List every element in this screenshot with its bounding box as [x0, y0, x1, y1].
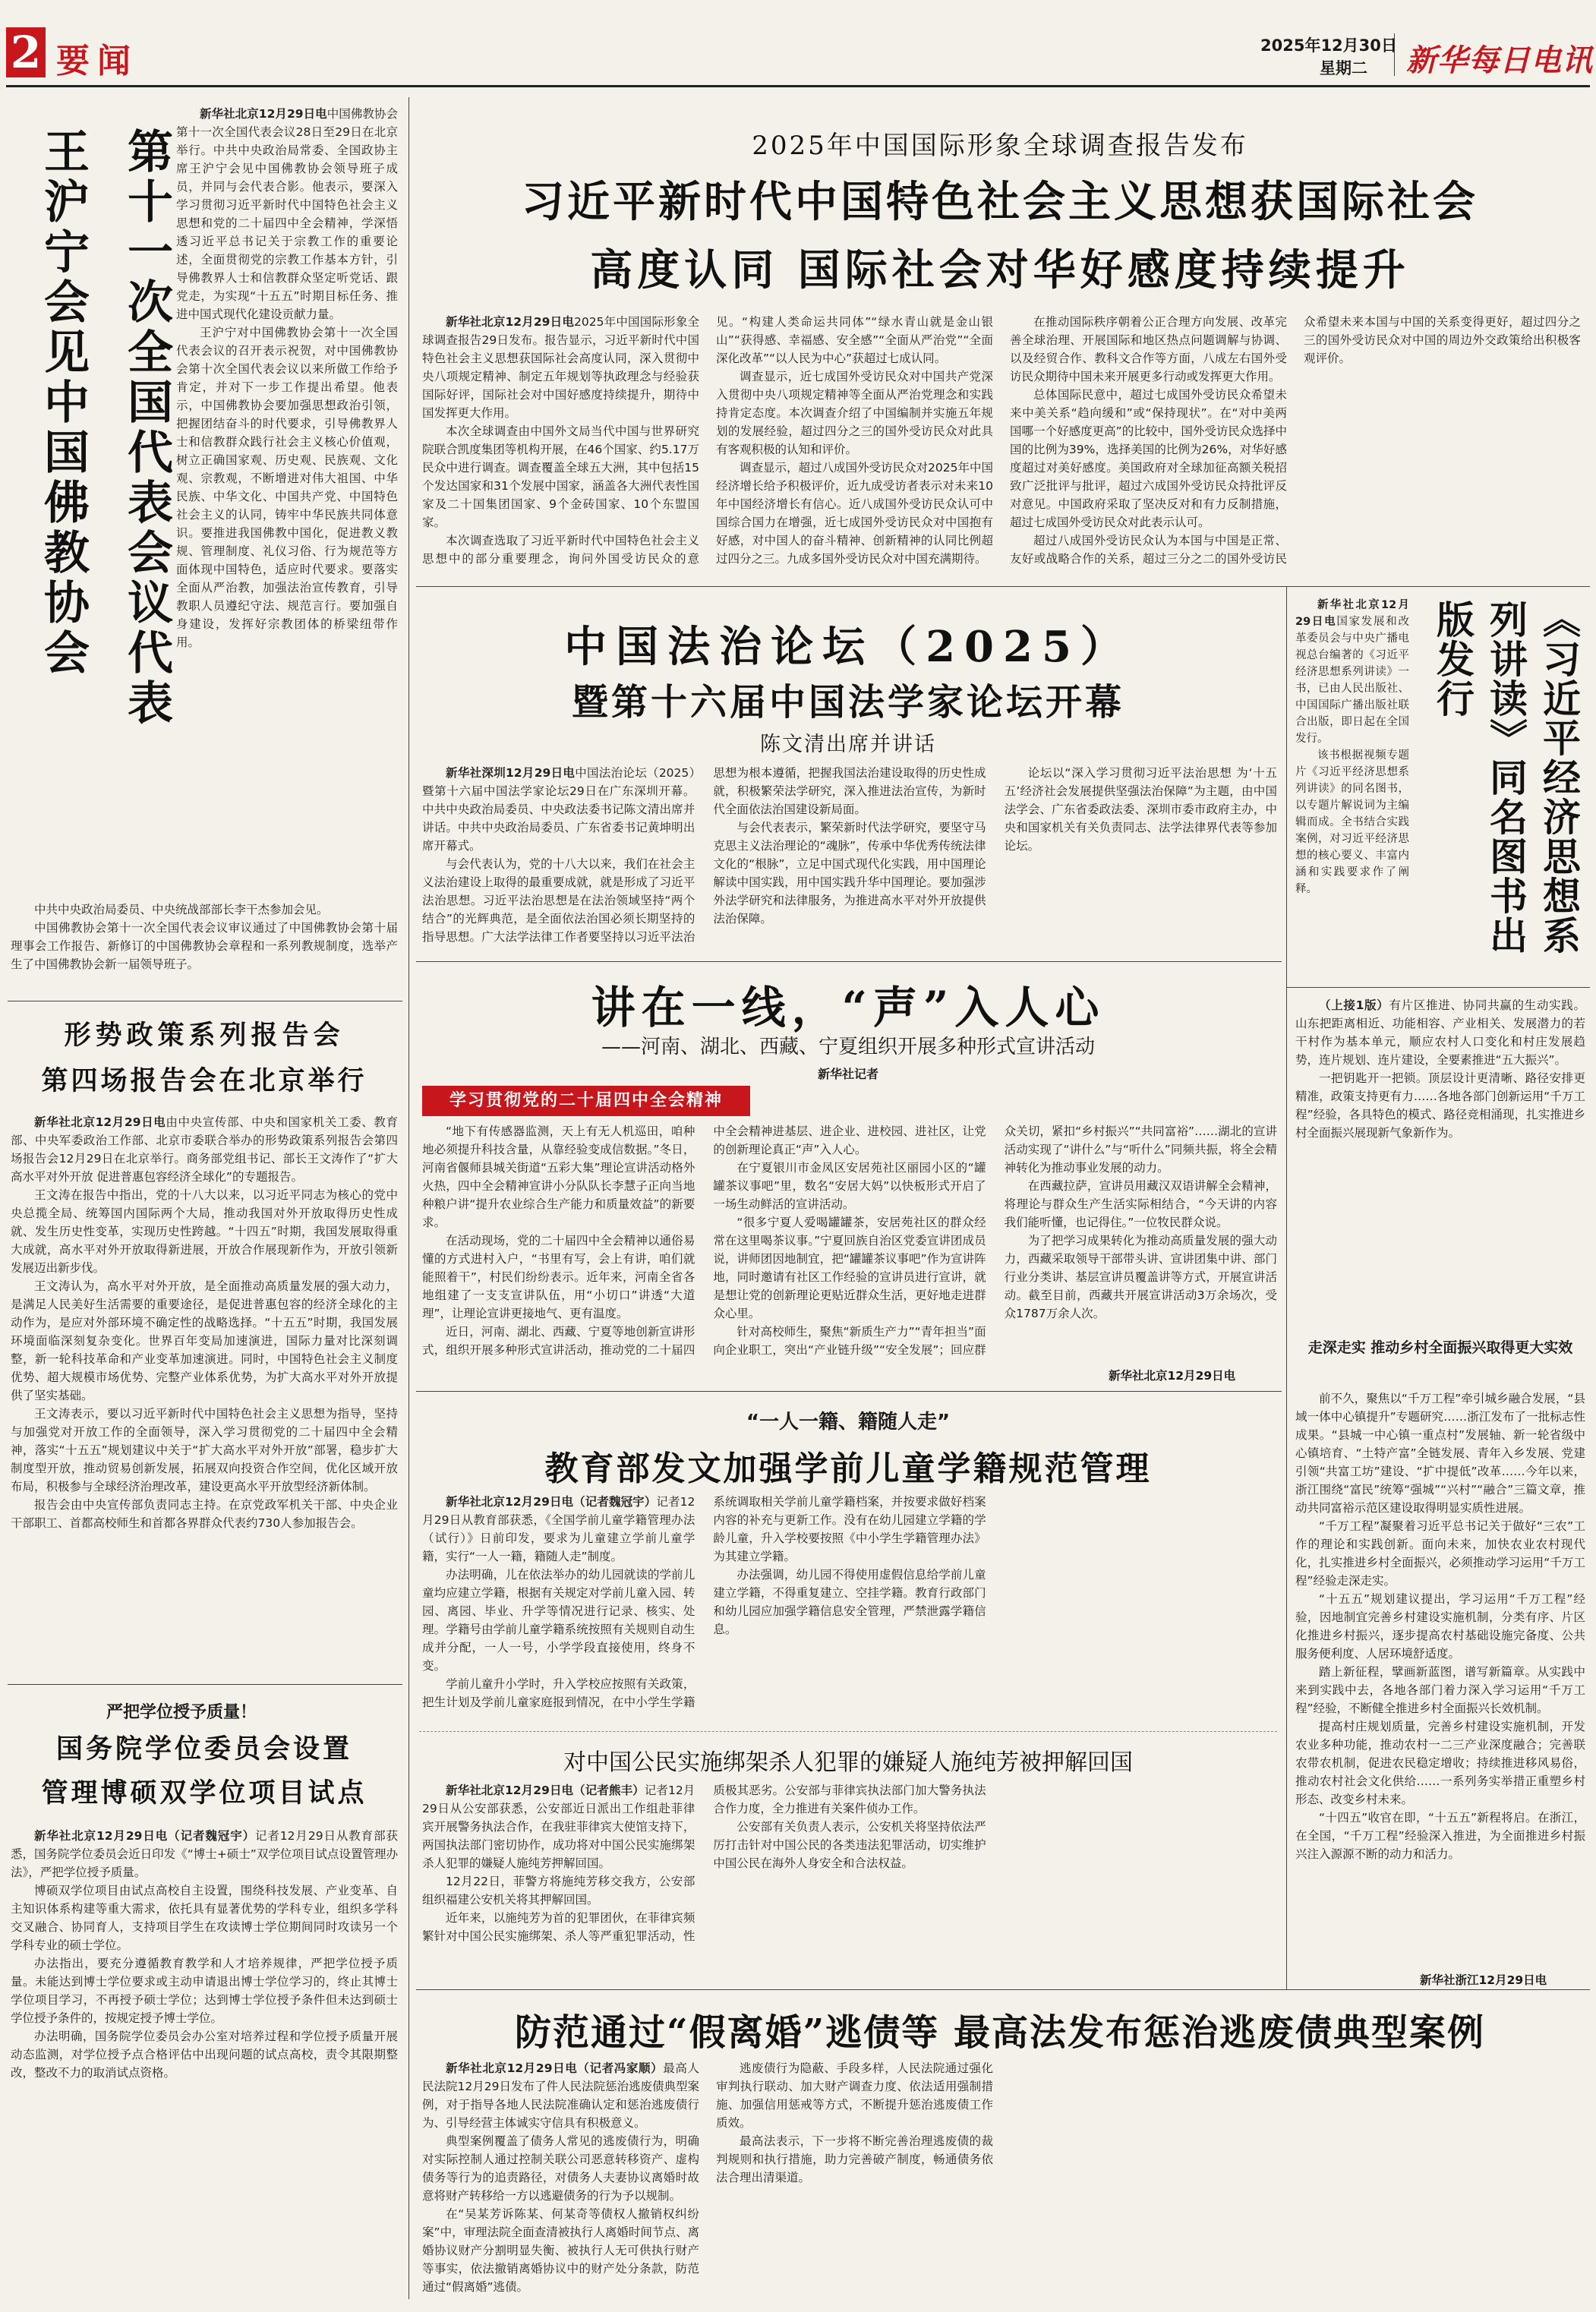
court-body: 新华社北京12月29日电（记者冯家顺）最高人民法院12月29日发布了件人民法院惩治逃废债典型案例，对于指导各地人民法院准确认定和惩治逃废债行为、引导经营主体诚实守信具有积极意义。 典型案例覆盖了债务人常见的逃废债行为，明确对实际控制人通过控制关联公司恶意转移资产、虚构债务等行为的追责路径，对债务人夫妻协议离婚时故意将财产转移给一方以逃避债务的行为予以规制。 在“吴某芳诉陈某、何某奇等债权人撤销权纠纷案”中，审理法院全面查清被执行人离婚时间节点、离婚协议财产分割明显失衡、被执行人无可供执行财产等事实，依法撤销离婚协议中的财产处分条款，防范通过“假离婚”逃债。 逃废债行为隐蔽、手段多样，人民法院通过强化审判执行联动、加大财产调查力度、依法适用强制措施、加强信用惩戒等方式，不断提升惩治逃废债工作质效。 最高法表示，下一步将不断完善治理逃废债的裁判规则和执行措施，助力完善破产制度，畅通债务依法合理出清渠道。	[422, 2061, 993, 2294]
dateline: 新华社北京12月29日电	[1295, 599, 1409, 628]
report-headline-1: 形势政策系列报告会	[64, 1020, 345, 1051]
survey-body: 新华社北京12月29日电2025年中国国际形象全球调查报告29日发布。报告显示，习近平新时代中国特色社会主义思想获国际社会高度认同，深入贯彻中央八项规定精神、制定五年规划等执政理念与经验获国际好评，国际社会对中国好感度持续提升，期待中国发挥更大作用。 本次全球调查由中国外文局当代中国与世界研究院联合凯度集团等机构开展，在46个国家、约5.17万民众中进行调查。调查覆盖全球五大洲，其中包括15个发达国家和31个发展中国家，涵盖各大洲代表性国家及二十国集团国家、9个金砖国家、10个东盟国家。 本次调查选取了习近平新时代中国特色社会主义思想中的部分重要理念，询问外国受访民众的意见。“构建人类命运共同体”“绿水青山就是金山银山”“获得感、幸福感、安全感”“全面从严治党”“全面深化改革”“以人民为中心”获超过七成认同。 调查显示，近七成国外受访民众对中国共产党深入贯彻中央八项规定精神等全面从严治党理念和实践持肯定态度。本次调查介绍了中国编制并实施五年规划的发展经验，超过四分之三的国外受访民众对此具有客观积极的认知和评价。 调查显示，超过八成国外受访民众对2025年中国经济增长给予积极评价，近九成受访者表示对未来10年中国经济增长有信心。近八成国外受访民众认可中国综合国力在增强，近七成国外受访民众对中国抱有好感，对中国人的奋斗精神、创新精神的认同比例超过四分之三。九成多国外受访民众对中国充满期待。 在推动国际秩序朝着公正合理方向发展、改革完善全球治理、开展国际和地区热点问题调解与协调、以及经贸合作、教科文合作等方面，八成左右国外受访民众期待中国未来开展更多行动或发挥更大作用。 总体国际民意中，超过七成国外受访民众希望未来中美关系“趋向缓和”或“保持现状”。在“对中美两国哪一个好感度更高”的比较中，国外受访民众选择中国的比例为39%，选择美国的比例为26%，对华好感度超过对美好感度。美国政府对全球加征高额关税招致广泛批评与批评，超过六成国外受访民众持批评反对意见。中国政府采取了坚决反对和有力反制措施，超过七成国外受访民众对此表示认可。 超过八成国外受访民众认为本国与中国是正常、友好或战略合作的关系，超过三分之二的国外受访民众希望未来本国与中国的关系变得更好，超过四分之三的国外受访民众对中国的周边外交政策给出积极客观评价。	[422, 315, 1581, 566]
forum-headline-1: 中国法治论坛（2025）	[564, 622, 1132, 672]
book-body: 新华社北京12月29日电国家发展和改革委员会与中央广播电视总台编著的《习近平经济思想系列讲读》一书，已由人民出版社、中国国际广播出版社联合出版，即日起在全国发行。 该书根据视频专题片《习近平经济思想系列讲读》的同名图书，以专题片解说词为主编辑而成。全书结合实践案例，对习近平经济思想的核心要义、丰富内涵和实践要求作了阐释。	[1295, 599, 1409, 895]
masthead-date: 2025年12月30日	[1260, 36, 1397, 55]
forum-headline-2: 暨第十六届中国法学家论坛开幕	[571, 681, 1124, 724]
dateline: 新华社北京12月29日电	[200, 107, 327, 121]
page-number: 2	[6, 27, 46, 77]
degree-kicker: 严把学位授予质量！	[106, 1703, 257, 1722]
dateline: 新华社北京12月29日电（记者魏冠宇）	[446, 1495, 657, 1509]
continuation-note: （上接1版）	[1319, 998, 1389, 1012]
dateline: 新华社深圳12月29日电	[446, 766, 576, 780]
village-body: （上接1版）有片区推进、协同共赢的生动实践。山东把距离相近、功能相容、产业相关、发展潜力的若干村作为基本单元，顺应农村人口变化和村庄发展趋势，连片规划、连片建设，全要素推进“五大振兴”。 一把钥匙开一把锁。顶层设计更清晰、路径安排更精准，政策支持更有力……各地各部门创新运用“千万工程”经验，各具特色的模式、路径竞相涌现，扎实推进乡村全面振兴展现新气象新作为。	[1295, 998, 1585, 1140]
dateline: 新华社北京12月29日电（记者魏冠宇）	[34, 1829, 255, 1843]
masthead-weekday: 星期二	[1320, 59, 1367, 77]
dateline: 新华社北京12月29日电	[34, 1115, 166, 1129]
grassroots-body: “地下有传感器监测，天上有无人机巡田，咱种地必须提升科技含量，从靠经验变成信数据。”冬日，河南省偃师县城关街道“五彩大集”理论宣讲活动格外火热，四中全会精神宣讲小分队队长李慧子正向当地种粮户讲“提升农业综合生产能力和质量效益”的新要求。 在活动现场，党的二十届四中全会精神以通俗易懂的方式进村入户，“书里有写，会上有讲，咱们就能照着干”，村民们纷纷表示。近年来，河南全省各地组建了一支支宣讲队伍，用“小切口”讲透“大道理”，让理论宣讲更接地气、更有温度。 近日，河南、湖北、西藏、宁夏等地创新宣讲形式，组织开展多种形式宣讲活动，推动党的二十届四中全会精神进基层、进企业、进校园、进社区，让党的创新理论真正“声”入人心。 在宁夏银川市金凤区安居苑社区丽园小区的“罐罐茶议事吧”里，数名“安居大妈”以快板形式开启了一场生动鲜活的宣讲活动。 “很多宁夏人爱喝罐罐茶，安居苑社区的群众经常在这里喝茶议事。”宁夏回族自治区党委宣讲团成员说，讲师团因地制宜，把“罐罐茶议事吧”作为宣讲阵地，同时邀请有社区工作经验的宣讲员进行宣讲，就是想让党的创新理论更贴近群众生活，更好地走进群众心里。 针对高校师生，聚焦“新质生产力”“青年担当”面向企业职工，突出“产业链升级”“安全发展”；回应群众关切，紧扣“乡村振兴”“共同富裕”……湖北的宣讲活动实现了“讲什么”与“听什么”同频共振，将全会精神转化为推动事业发展的动力。 在西藏拉萨，宣讲员用藏汉双语讲解全会精神，将理论与群众生产生活实际相结合，“今天讲的内容我们能听懂，也记得住。”一位牧民群众说。 为了把学习成果转化为推动高质量发展的强大动力，西藏采取领导干部带头讲、宣讲团集中讲、部门行业分类讲、基层宣讲员覆盖讲等方式，开展宣讲活动。截至目前，西藏共开展宣讲活动3万余场次，受众1787万余人次。	[422, 1124, 1277, 1357]
village-subhead: 走深走实 推动乡村全面振兴取得更大实效	[1307, 1339, 1573, 1356]
village-body-cont: 前不久，聚焦以“千万工程”牵引城乡融合发展，“县域一体中心镇提升”专题研究……浙江发布了一批标志性成果。“县城一中心镇一重点村”发展轴、新一轮省级中心镇培育、“土特产富”全链发展、青年入乡发展、党建引领“共富工坊”建设、“扩中提低”改革……今年以来，浙江围绕“富民”统筹“强城”“兴村”“融合”三篇文章，推动共同富裕示范区建设取得明显实质性进展。 “千万工程”凝聚着习近平总书记关于做好“三农”工作的理论和实践创新。面向未来，加快农业农村现代化，扎实推进乡村全面振兴，必须推动学习运用“千万工程”经验走深走实。 “十五五”规划建议提出，学习运用“千万工程”经验，因地制宜完善乡村建设实施机制，分类有序、片区化推进乡村振兴，逐步提高农村基础设施完备度、公共服务便利度、人居环境舒适度。 踏上新征程，擘画新蓝图，谱写新篇章。从实践中来到实践中去，各地各部门着力深入学习运用“千万工程”经验，不断健全推进乡村全面振兴长效机制。 提高村庄规划质量，完善乡村建设实施机制，开发农业多种功能，推动农村一二三产业深度融合；完善联农带农机制，促进农民稳定增收；持续推进移风易俗，推动农村社会文化供给……一系列务实举措正重塑乡村形态、改变乡村未来。 “十四五”收官在即，“十五五”新程将启。在浙江，在全国，“千万工程”经验深入推进，为全面推进乡村振兴注入源源不断的动力和活力。	[1295, 1392, 1585, 1861]
forum-subhead: 陈文清出席并讲话	[760, 733, 936, 756]
report-headline-2: 第四场报告会在北京举行	[41, 1065, 367, 1096]
masthead-brand-logo: 新华每日电讯	[1406, 43, 1593, 78]
dateline: 新华社北京12月29日电（记者熊丰）	[446, 1784, 645, 1797]
degree-body: 新华社北京12月29日电（记者魏冠宇）记者12月29日从教育部获悉，国务院学位委员会近日印发《“博士+硕士”双学位项目试点设置管理办法》，严把学位授予质量。 博硕双学位项目由试点高校自主设置，围绕科技发展、产业变革、自主知识体系构建等重大需求，依托具有显著优势的学科专业，组织多学科交叉融合、协同育人，支持项目学生在攻读博士学位期间同时攻读另一个学科专业的硕士学位。 办法指出，要充分遵循教育教学和人才培养规律，严把学位授予质量。未能达到博士学位要求或主动申请退出博士学位学习的，终止其博士学位项目学习，不再授予硕士学位；达到博士学位授予条件但未达到硕士学位授予条件的，按规定授予博士学位。 办法明确，国务院学位委员会办公室对培养过程和学位授予质量开展动态监测，对学位授予点合格评估中出现问题的试点高校，责令其限期整改，整改不力的取消试点资格。	[11, 1829, 398, 2080]
survey-headline-1: 习近平新时代中国特色社会主义思想获国际社会	[522, 177, 1478, 227]
court-headline: 防范通过“假离婚”逃债等 最高法发布惩治逃废债典型案例	[515, 2011, 1485, 2054]
police-body: 新华社北京12月29日电（记者熊丰）记者12月29日从公安部获悉，公安部近日派出工作组赴菲律宾开展警务执法合作，在我驻菲律宾大使馆支持下，两国执法部门密切协作，成功将对中国公民实施绑架杀人犯罪的嫌疑人施纯芳押解回国。 12月22日，菲警方将施纯芳移交我方，公安部组织福建公安机关将其押解回国。 近年来，以施纯芳为首的犯罪团伙，在菲律宾频繁针对中国公民实施绑架、杀人等严重犯罪活动，性质极其恶劣。公安部与菲律宾执法部门加大警务执法合作力度，全力推进有关案件侦办工作。 公安部有关负责人表示，公安机关将坚持依法严厉打击针对中国公民的各类违法犯罪活动，切实维护中国公民在海外人身安全和合法权益。	[422, 1784, 986, 1943]
grassroots-subhead: ——河南、湖北、西藏、宁夏组织开展多种形式宣讲活动	[601, 1036, 1095, 1058]
grassroots-byline: 新华社记者	[817, 1067, 878, 1081]
grassroots-headline: 讲在一线，“声”入人心	[591, 982, 1106, 1033]
buddhist-headline-2: 王沪宁会见中国佛教协会	[36, 128, 90, 679]
police-headline: 对中国公民实施绑架杀人犯罪的嫌疑人施纯芳被押解回国	[563, 1749, 1133, 1776]
preschool-body: 新华社北京12月29日电（记者魏冠宇）记者12月29日从教育部获悉，《全国学前儿童学籍管理办法（试行）》日前印发，要求为儿童建立学前儿童学籍，实行“一人一籍，籍随人走”制度。 办法明确，儿在依法举办的幼儿园就读的学前儿童均应建立学籍，根据有关规定对学前儿童入园、转园、离园、毕业、升学等情况进行记录、核实、处理。学籍号由学前儿童学籍系统按照有关规则自动生成并分配，一人一号，小学学段直接使用，终身不变。 学前儿童升小学时，升入学校应按照有关政策，把生计划及学前儿童家庭报到情况，在中小学生学籍系统调取相关学前儿童学籍档案，并按要求做好档案内容的补充与更新工作。没有在幼儿园建立学籍的学龄儿童，升入学校要按照《中小学生学籍管理办法》为其建立学籍。 办法强调，幼儿园不得使用虚假信息给学前儿童建立学籍，不得重复建立、空挂学籍。教育行政部门和幼儿园应加强学籍信息安全管理，严禁泄露学籍信息。	[422, 1495, 986, 1709]
survey-headline-2: 高度认同 国际社会对华好感度持续提升	[590, 245, 1410, 295]
preschool-headline: 教育部发文加强学前儿童学籍规范管理	[544, 1449, 1152, 1488]
buddhist-body-cont: 中共中央政治局委员、中央统战部部长李干杰参加会见。 中国佛教协会第十一次全国代表会议审议通过了中国佛教协会第十届理事会工作报告、新修订的中国佛教协会章程和一系列教规制度，选举产生了中国佛教协会新一届领导班子。	[11, 903, 398, 971]
grassroots-signoff: 新华社北京12月29日电	[1109, 1369, 1236, 1383]
degree-headline-1: 国务院学位委员会设置	[55, 1733, 352, 1765]
topic-tag: 学习贯彻党的二十届四中全会精神	[422, 1086, 750, 1116]
dateline: 新华社北京12月29日电	[446, 315, 575, 329]
forum-body: 新华社深圳12月29日电中国法治论坛（2025）暨第十六届中国法学家论坛29日在广东深圳开幕。中共中央政治局委员、中央政法委书记陈文清出席并讲话。中共中央政治局委员、广东省委书记黄坤明出席开幕式。 与会代表认为，党的十八大以来，我们在社会主义法治建设上取得的最重要成就，就是形成了习近平法治思想。习近平法治思想是在法治领域坚持“两个结合”的光辉典范，是全面依法治国必须长期坚持的指导思想。广大法学法律工作者要坚持以习近平法治思想为根本遵循，把握我国法治建设取得的历史性成就，积极繁荣法学研究，深入推进法治宣传，为新时代全面依法治国建设新局面。 与会代表表示，繁荣新时代法学研究，要坚守马克思主义法治理论的“魂脉”，传承中华优秀传统法律文化的“根脉”，立足中国式现代化实践，用中国理论解读中国实践，用中国实践升华中国理论。要加强涉外法学研究和法律服务，为推进高水平对外开放提供法治保障。 论坛以“深入学习贯彻习近平法治思想 为‘十五五’经济社会发展提供坚强法治保障”为主题，由中国法学会、广东省委政法委、深圳市委市政府主办，中央和国家机关有关负责同志、法学法律界代表等参加论坛。	[422, 766, 1277, 944]
survey-kicker: 2025年中国国际形象全球调查报告发布	[752, 131, 1248, 161]
dateline: 新华社北京12月29日电（记者冯家顺）	[446, 2061, 664, 2075]
village-signoff: 新华社浙江12月29日电	[1420, 1973, 1547, 1987]
preschool-kicker: “一人一籍、籍随人走”	[746, 1411, 951, 1434]
section-title: 要闻	[56, 42, 138, 80]
buddhist-headline-1: 第十一次全国代表会议代表	[120, 128, 173, 729]
report-body: 新华社北京12月29日电由中央宣传部、中央和国家机关工委、教育部、中央军委政治工作部、北京市委联合举办的形势政策系列报告会第四场报告会12月29日在北京举行。商务部党组书记、部长王文涛作了“扩大高水平对外开放 促进普惠包容经济全球化”的专题报告。 王文涛在报告中指出，党的十八大以来，以习近平同志为核心的党中央总揽全局、统筹国内国际两个大局，推动我国对外开放取得历史性成就、发生历史性变革，实现历史性跨越。“十四五”时期，我国发展取得重大成就，高水平对外开放取得新进展，开放合作展现新作为，开放引领新发展迈出新步伐。 王文涛认为，高水平对外开放，是全面推动高质量发展的强大动力，是满足人民美好生活需要的重要途径，是促进普惠包容的经济全球化的主动作为，是应对外部环境不确定性的战略选择。“十五五”时期，我国发展环境面临深刻复杂变化。世界百年变局加速演进，国际力量对比深刻调整，新一轮科技革命和产业变革加速演进。同时，中国特色社会主义制度优势、超大规模市场优势、完整产业体系优势，为扩大高水平对外开放提供了坚实基础。 王文涛表示，要以习近平新时代中国特色社会主义思想为指导，坚持与加强党对开放工作的全面领导，深入学习贯彻党的二十届四中全会精神，落实“十五五”规划建议中关于“扩大高水平对外开放”部署，稳步扩大制度型开放，推动贸易创新发展，拓展双向投资合作空间，优化区域开放布局，积极参与全球经济治理改革，建设更高水平开放型经济新体制。 报告会由中央宣传部负责同志主持。在京党政军机关干部、中央企业干部职工、首都高校师生和首都各界群众代表约730人参加报告会。	[11, 1115, 398, 1530]
degree-headline-2: 管理博硕双学位项目试点	[41, 1777, 367, 1809]
book-title: 《习近平经济思想系列讲读》同名图书出版发行	[1430, 600, 1582, 955]
buddhist-body: 新华社北京12月29日电中国佛教协会第十一次全国代表会议28日至29日在北京举行。中共中央政治局常委、全国政协主席王沪宁会见中国佛教协会领导班子成员，并同与会代表合影。他表示，要深入学习贯彻习近平新时代中国特色社会主义思想和党的二十届四中全会精神，学深悟透习近平总书记关于宗教工作的重要论述，全面贯彻党的宗教工作基本方针，引导佛教界人士和信教群众坚定听党话、跟党走，为实现“十五五”时期目标任务、推进中国式现代化建设贡献力量。 王沪宁对中国佛教协会第十一次全国代表会议的召开表示祝贺，对中国佛教协会第十次全国代表会议以来所做工作给予肯定，并对下一步工作提出希望。他表示，中国佛教协会要加强思想政治引领，把握团结奋斗的时代要求，引导佛教界人士和信教群众践行社会主义核心价值观，树立正确国家观、历史观、民族观、文化观、宗教观，不断增进对伟大祖国、中华民族、中华文化、中国共产党、中国特色社会主义的认同，铸牢中华民族共同体意识。要推进我国佛教中国化，促进教义教规、管理制度、礼仪习俗、行为规范等方面体现中国特色，适应时代要求。要落实全面从严治教，加强法治宣传教育，引导教职人员遵纪守法、规范言行。要加强自身建设，发挥好宗教团体的桥梁纽带作用。	[176, 107, 398, 649]
